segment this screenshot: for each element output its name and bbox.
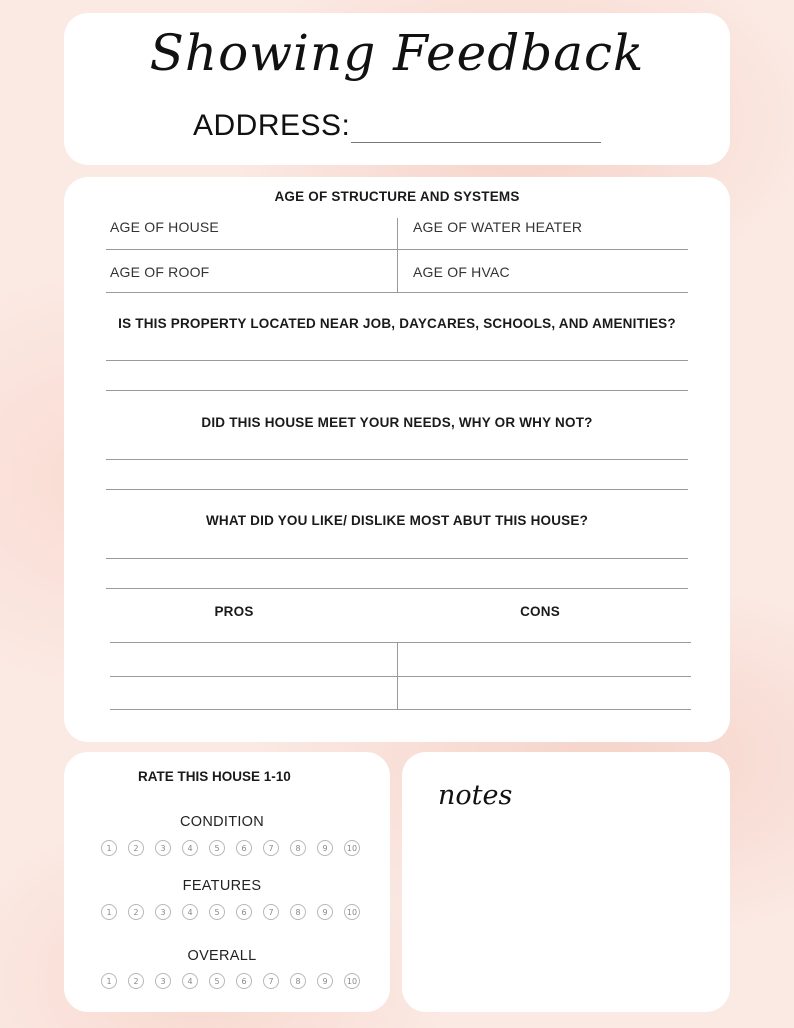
rating-option[interactable]: 3 [155, 840, 171, 856]
rating-scale-overall[interactable] [101, 973, 360, 989]
rating-option[interactable]: 4 [182, 973, 198, 989]
rating-option[interactable]: 10 [344, 904, 360, 920]
structure-heading: AGE OF STRUCTURE AND SYSTEMS [274, 189, 520, 204]
feedback-form-card [64, 177, 730, 742]
age-of-roof-label: AGE OF ROOF [110, 264, 210, 280]
header-card [64, 13, 730, 165]
rating-label-features: FEATURES [182, 878, 262, 894]
rating-option[interactable]: 3 [155, 973, 171, 989]
rating-label-condition: CONDITION [179, 814, 265, 830]
rating-option[interactable]: 1 [101, 973, 117, 989]
rating-option[interactable]: 8 [290, 840, 306, 856]
age-of-hvac-label: AGE OF HVAC [413, 264, 510, 280]
rating-option[interactable]: 6 [236, 973, 252, 989]
rating-option[interactable]: 6 [236, 904, 252, 920]
address-label: ADDRESS: [193, 109, 351, 142]
answer-line[interactable] [106, 558, 688, 559]
answer-line[interactable] [106, 390, 688, 391]
page-title: Showing Feedback [149, 24, 645, 82]
rating-option[interactable]: 8 [290, 904, 306, 920]
rating-option[interactable]: 5 [209, 973, 225, 989]
rating-option[interactable]: 2 [128, 840, 144, 856]
rating-option[interactable]: 4 [182, 904, 198, 920]
rating-option[interactable]: 7 [263, 973, 279, 989]
rating-option[interactable]: 6 [236, 840, 252, 856]
rating-option[interactable]: 9 [317, 904, 333, 920]
rating-option[interactable]: 3 [155, 904, 171, 920]
rating-scale-features[interactable] [101, 904, 360, 920]
question-like-dislike: WHAT DID YOU LIKE/ DISLIKE MOST ABUT THIS HOUSE? [205, 513, 589, 528]
rating-option[interactable]: 2 [128, 973, 144, 989]
answer-line[interactable] [106, 588, 688, 589]
pros-heading: PROS [214, 604, 254, 619]
rating-card [64, 752, 390, 1012]
rating-option[interactable]: 9 [317, 840, 333, 856]
rating-option[interactable]: 10 [344, 840, 360, 856]
question-location: IS THIS PROPERTY LOCATED NEAR JOB, DAYCARES, SCHOOLS, AND AMENITIES? [118, 316, 676, 331]
rating-title: RATE THIS HOUSE 1-10 [138, 769, 291, 784]
rating-option[interactable]: 9 [317, 973, 333, 989]
rating-option[interactable]: 2 [128, 904, 144, 920]
rating-option[interactable]: 1 [101, 840, 117, 856]
structure-column-divider [397, 218, 398, 292]
notes-title: notes [438, 780, 513, 811]
cons-heading: CONS [520, 604, 560, 619]
age-of-house-label: AGE OF HOUSE [110, 219, 219, 235]
age-of-water-heater-label: AGE OF WATER HEATER [413, 219, 583, 235]
rating-option[interactable]: 7 [263, 840, 279, 856]
rating-option[interactable]: 1 [101, 904, 117, 920]
rating-option[interactable]: 5 [209, 840, 225, 856]
rating-option[interactable]: 4 [182, 840, 198, 856]
answer-line[interactable] [106, 360, 688, 361]
structure-bottom-rule [106, 292, 688, 293]
rating-scale-condition[interactable] [101, 840, 360, 856]
question-needs: DID THIS HOUSE MEET YOUR NEEDS, WHY OR WHY NOT? [201, 415, 593, 430]
address-field-line[interactable] [351, 142, 601, 143]
notes-card[interactable] [402, 752, 730, 1012]
pros-cons-line[interactable] [110, 676, 691, 677]
answer-line[interactable] [106, 459, 688, 460]
rating-option[interactable]: 10 [344, 973, 360, 989]
answer-line[interactable] [106, 489, 688, 490]
rating-option[interactable]: 8 [290, 973, 306, 989]
rating-option[interactable]: 5 [209, 904, 225, 920]
pros-cons-divider [397, 642, 398, 709]
rating-label-overall: OVERALL [187, 948, 257, 964]
rating-option[interactable]: 7 [263, 904, 279, 920]
pros-cons-line[interactable] [110, 709, 691, 710]
pros-cons-line[interactable] [110, 642, 691, 643]
